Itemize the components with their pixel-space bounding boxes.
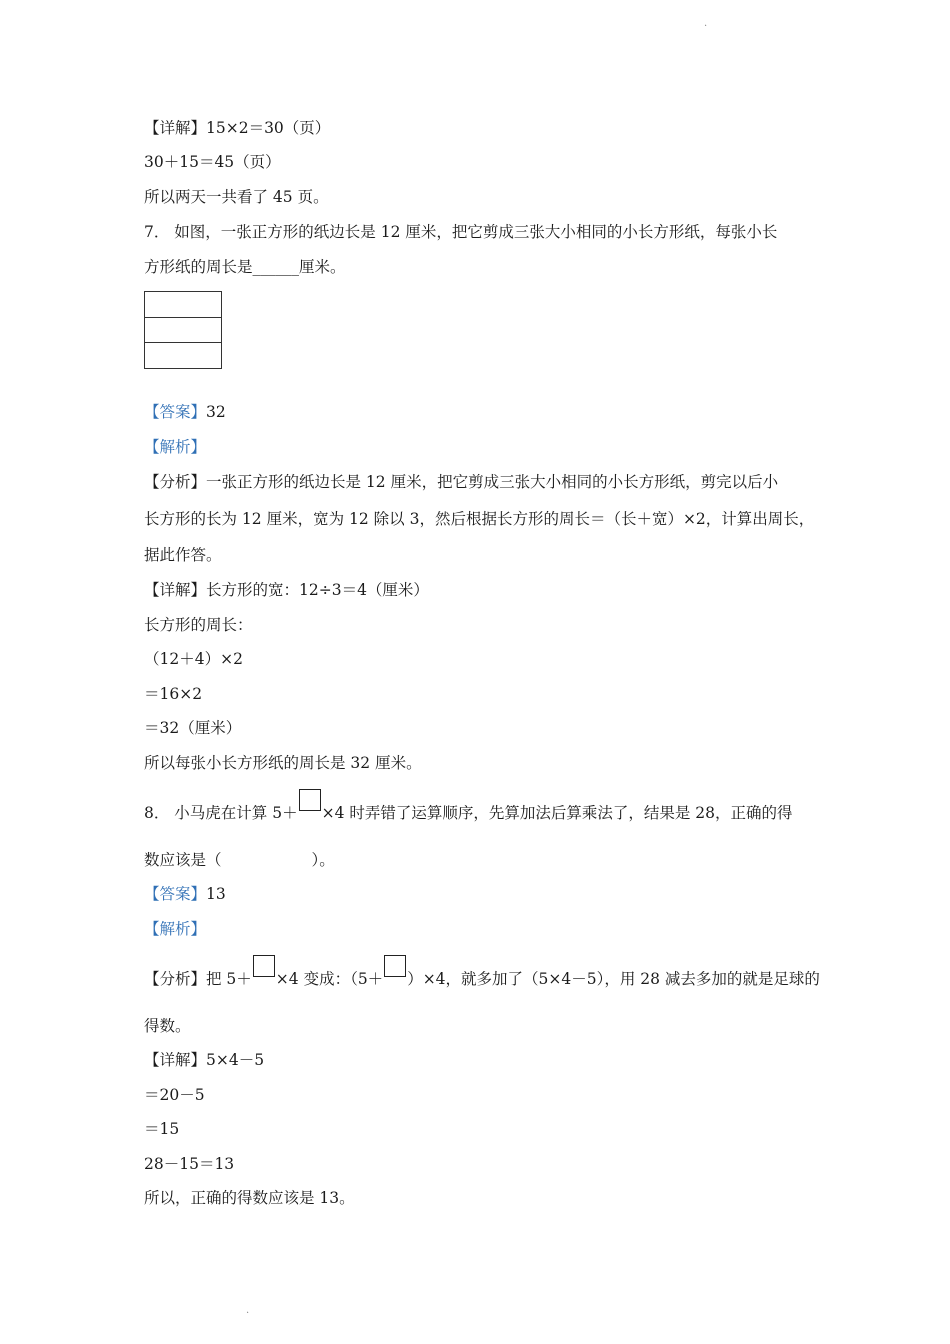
q8-stem-line [144,850,335,870]
q7-stem-line: 7． 如图，一张正方形的纸边长是 12 厘米，把它剪成三张大小相同的小长方形纸，每张小长 [144,223,778,241]
answer-value: 13 [206,885,226,903]
q6-detail-line: 【详解】15×2＝30（页） [144,119,331,137]
q7-detail-line: （12＋4）×2 [144,650,243,668]
q7-stem-line: 方形纸的周长是______厘米。 [144,258,346,276]
q8-detail-line: ＝20－5 [144,1086,205,1104]
q6-conclusion: 所以两天一共看了 45 页。 [144,188,329,206]
q7-detail-line: 【详解】长方形的宽：12÷3＝4（厘米） [144,581,429,599]
q8-stem-text: 数应该是（ [144,851,222,869]
bottom-mark: . [246,1305,250,1316]
q7-answer [144,402,226,422]
q8-conclusion: 所以，正确的得数应该是 13。 [144,1189,355,1207]
q8-analysis-line [144,967,820,989]
answer-tag: 【答案】 [144,885,207,903]
q8-analysis-tag: 【解析】 [144,920,207,938]
q7-detail-line: ＝32（厘米） [144,719,242,737]
q8-detail-line: ＝15 [144,1120,180,1138]
q8-answer [144,884,226,904]
q8-analysis-text: ×4 变成：（5＋ [275,970,384,988]
q7-analysis-line: 长方形的长为 12 厘米，宽为 12 除以 3，然后根据长方形的周长＝（长＋宽）×2，计算出周长， [144,510,815,528]
q7-cut-line [145,342,221,343]
blank-box [299,789,321,811]
q8-analysis-text: 【分析】把 5＋ [144,970,252,988]
q7-detail-line: 长方形的周长： [144,616,253,634]
q7-analysis-line: 据此作答。 [144,546,222,564]
top-mark: . [704,18,708,29]
q7-cut-line [145,317,221,318]
q7-detail-line: ＝16×2 [144,685,203,703]
blank-box [253,955,275,977]
q7-square-figure [144,291,222,369]
q8-detail-line: 【详解】5×4－5 [144,1051,265,1069]
q8-stem-text: ×4 时弄错了运算顺序，先算加法后算乘法了，结果是 28，正确的得 [321,804,793,822]
blank-box [384,955,406,977]
q8-analysis-line: 得数。 [144,1017,191,1035]
q7-analysis-tag: 【解析】 [144,438,207,456]
q8-detail-line: 28－15＝13 [144,1155,235,1173]
q8-analysis-text: ）×4，就多加了（5×4－5），用 28 减去多加的就是足球的 [407,970,820,988]
q8-stem-text: 8． 小马虎在计算 5＋ [144,804,298,822]
q7-conclusion: 所以每张小长方形纸的周长是 32 厘米。 [144,754,422,772]
q8-stem-text: ）。 [311,851,335,869]
answer-value: 32 [206,403,226,421]
q7-analysis-line: 【分析】一张正方形的纸边长是 12 厘米，把它剪成三张大小相同的小长方形纸，剪完以后小 [144,473,779,491]
answer-tag: 【答案】 [144,403,207,421]
q8-stem-line [144,801,793,823]
q6-detail-line: 30＋15＝45（页） [144,153,281,171]
